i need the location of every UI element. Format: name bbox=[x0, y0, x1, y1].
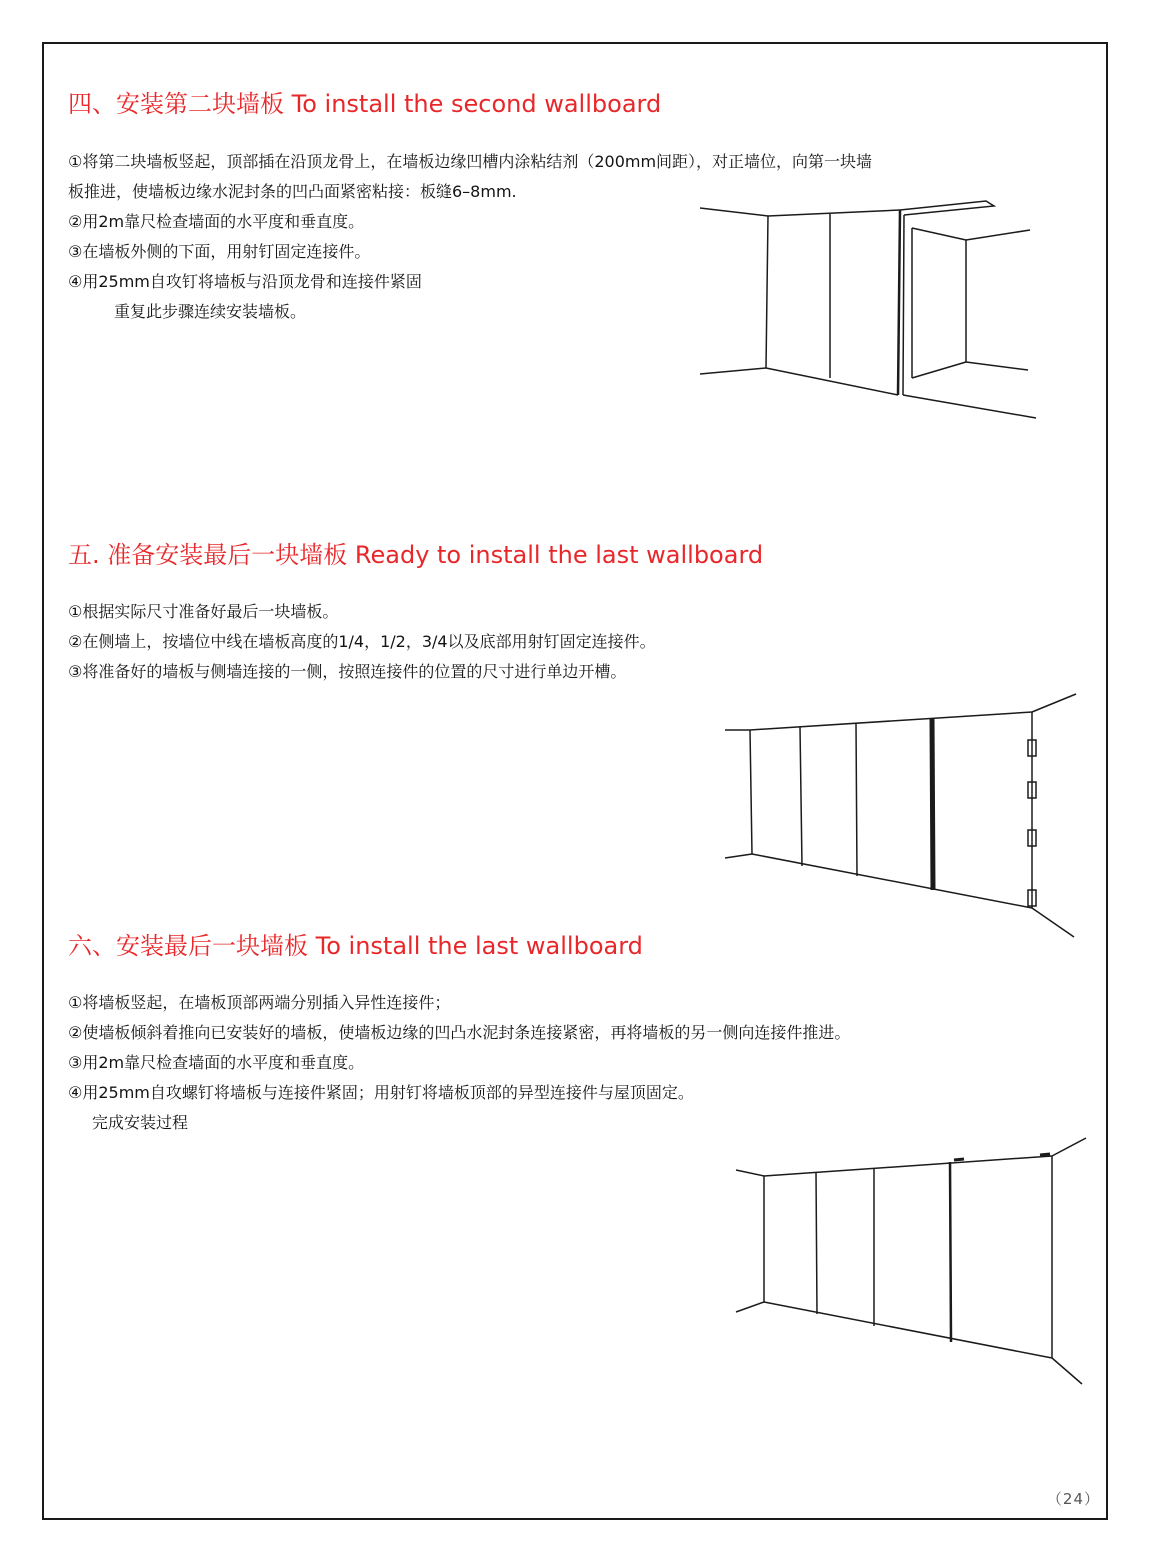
section-5-title: 五. 准备安装最后一块墙板 Ready to install the last wallboard bbox=[68, 541, 764, 569]
section-4-title: 四、安装第二块墙板 To install the second wallboard bbox=[68, 90, 662, 118]
section-4-step-2: ②用2m靠尺检查墙面的水平度和垂直度。 bbox=[68, 212, 365, 231]
section-4-step-3: ③在墙板外侧的下面，用射钉固定连接件。 bbox=[68, 242, 371, 261]
section-6-step-2: ②使墙板倾斜着推向已安装好的墙板，使墙板边缘的凹凸水泥封条连接紧密，再将墙板的另一侧向连接件推进。 bbox=[68, 1023, 851, 1042]
section-6-title: 六、安装最后一块墙板 To install the last wallboard bbox=[68, 932, 643, 960]
section-4-step-1-cont: 板推进，使墙板边缘水泥封条的凹凸面紧密粘接：板缝6–8mm. bbox=[68, 182, 517, 201]
second-wallboard-illustration bbox=[690, 190, 1050, 430]
section-6-step-3: ③用2m靠尺检查墙面的水平度和垂直度。 bbox=[68, 1053, 365, 1072]
page-number: （24） bbox=[1046, 1490, 1100, 1508]
section-4-repeat-note: 重复此步骤连续安装墙板。 bbox=[114, 302, 307, 321]
section-6-step-1: ①将墙板竖起，在墙板顶部两端分别插入异性连接件； bbox=[68, 993, 451, 1012]
section-5-step-1: ①根据实际尺寸准备好最后一块墙板。 bbox=[68, 602, 339, 621]
section-4-step-1: ①将第二块墙板竖起，顶部插在沿顶龙骨上，在墙板边缘凹槽内涂粘结剂（200mm间距），对正墙位，向第一块墙 bbox=[68, 152, 873, 171]
section-4-step-4: ④用25mm自攻钉将墙板与沿顶龙骨和连接件紧固 bbox=[68, 272, 422, 291]
last-wallboard-install-illustration bbox=[730, 1130, 1090, 1390]
last-wallboard-prep-illustration bbox=[720, 690, 1080, 940]
section-5-step-2: ②在侧墙上，按墙位中线在墙板高度的1/4，1/2，3/4以及底部用射钉固定连接件。 bbox=[68, 632, 656, 651]
section-6-step-4: ④用25mm自攻螺钉将墙板与连接件紧固；用射钉将墙板顶部的异型连接件与屋顶固定。 bbox=[68, 1083, 694, 1102]
section-5-step-3: ③将准备好的墙板与侧墙连接的一侧，按照连接件的位置的尺寸进行单边开槽。 bbox=[68, 662, 627, 681]
section-6-complete-note: 完成安装过程 bbox=[92, 1113, 189, 1132]
